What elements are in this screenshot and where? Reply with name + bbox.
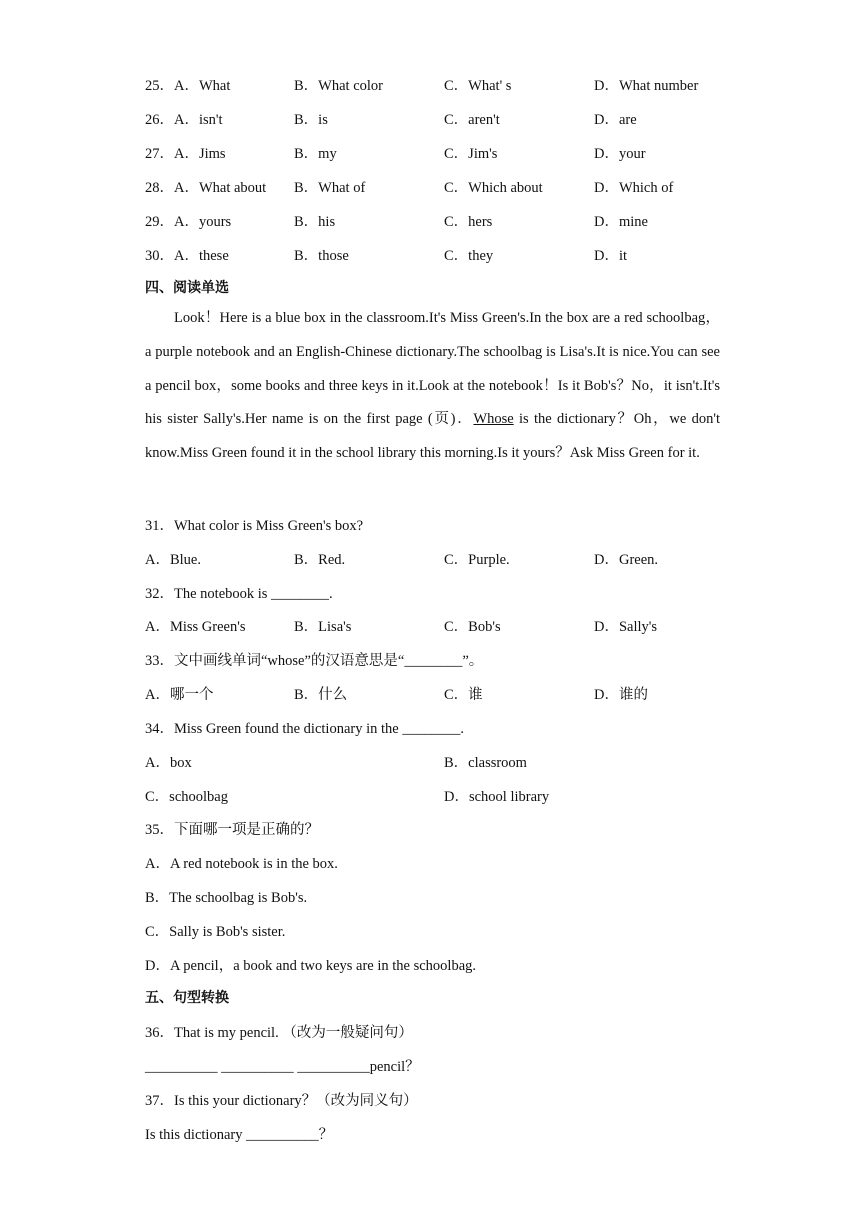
option-d: D．are <box>594 112 637 128</box>
q33-option-d: D．谁的 <box>594 687 648 703</box>
q31-option-b: B．Red. <box>294 552 346 568</box>
option-b: B．my <box>294 146 337 162</box>
question-33-stem: 33．文中画线单词“whose”的汉语意思是“________”。 <box>145 653 484 669</box>
option-d: D．What number <box>594 78 699 94</box>
q34-option-c: C．schoolbag <box>145 789 228 805</box>
question-36-stem: 36．That is my pencil. （改为一般疑问句） <box>145 1025 413 1041</box>
option-a: 30．A．these <box>145 248 229 264</box>
option-d: D．your <box>594 146 646 162</box>
q32-option-d: D．Sally's <box>594 619 658 635</box>
q34-option-d: D．school library <box>444 789 550 805</box>
q32-option-a: A．Miss Green's <box>145 619 246 635</box>
option-c: C．aren't <box>444 112 500 128</box>
option-d: D．it <box>594 248 628 264</box>
q31-option-d: D．Green. <box>594 552 659 568</box>
q33-option-c: C．谁 <box>444 687 483 703</box>
option-a: 29．A．yours <box>145 214 232 230</box>
section-heading-transform: 五、句型转换 <box>145 990 229 1006</box>
option-b: B．What color <box>294 78 383 94</box>
q35-option-c: C．Sally is Bob's sister. <box>145 924 286 940</box>
option-c: C．hers <box>444 214 493 230</box>
q31-option-a: A．Blue. <box>145 552 201 568</box>
option-a: 27．A．Jims <box>145 146 226 162</box>
option-b: B．is <box>294 112 328 128</box>
question-31-stem: 31．What color is Miss Green's box? <box>145 518 364 534</box>
question-35-stem: 35．下面哪一项是正确的？ <box>145 822 319 838</box>
q33-option-a: A．哪一个 <box>145 687 214 703</box>
section-heading-reading: 四、阅读单选 <box>145 280 229 296</box>
option-d: D．mine <box>594 214 648 230</box>
question-34-stem: 34．Miss Green found the dictionary in the ________. <box>145 721 464 737</box>
option-b: B．What of <box>294 180 366 196</box>
passage-text-before: Look！Here is a blue box in the classroom.It's Miss Green's.In the box are a red schoolbag，a purple notebook and an English-Chinese dictionary.The schoolbag is Lisa's.It is nice.You can see a pencil box，some books and three keys in it.Look at the notebook！Is it Bob's？No，it isn't.It's his sister Sally's.Her name is on the first page (页)． <box>145 310 720 428</box>
q32-option-b: B．Lisa's <box>294 619 352 635</box>
q35-option-a: A．A red notebook is in the box. <box>145 856 338 872</box>
question-37-answer-line: Is this dictionary __________？ <box>145 1127 334 1143</box>
q31-option-c: C．Purple. <box>444 552 510 568</box>
q34-option-a: A．box <box>145 755 192 771</box>
option-d: D．Which of <box>594 180 674 196</box>
option-c: C．Jim's <box>444 146 498 162</box>
option-b: B．his <box>294 214 336 230</box>
option-c: C．they <box>444 248 494 264</box>
q35-option-d: D．A pencil，a book and two keys are in the schoolbag. <box>145 958 477 974</box>
option-c: C．Which about <box>444 180 543 196</box>
question-37-stem: 37．Is this your dictionary？（改为同义句） <box>145 1093 418 1109</box>
question-36-answer-line: __________ __________ __________pencil？ <box>145 1059 420 1075</box>
option-c: C．What' s <box>444 78 512 94</box>
option-a: 25．A．What <box>145 78 231 94</box>
option-a: 28．A．What about <box>145 180 267 196</box>
passage-text-after: is the dictionary？Oh，we don't know.Miss Green found it in the school library this morning.Is it yours？Ask Miss Green for it. <box>145 411 720 462</box>
reading-passage <box>145 302 720 471</box>
option-b: B．those <box>294 248 349 264</box>
q33-option-b: B．什么 <box>294 687 348 703</box>
underlined-word: Whose <box>473 411 514 428</box>
q32-option-c: C．Bob's <box>444 619 501 635</box>
q34-option-b: B．classroom <box>444 755 527 771</box>
q35-option-b: B．The schoolbag is Bob's. <box>145 890 308 906</box>
question-32-stem: 32．The notebook is ________. <box>145 586 333 602</box>
option-a: 26．A．isn't <box>145 112 223 128</box>
